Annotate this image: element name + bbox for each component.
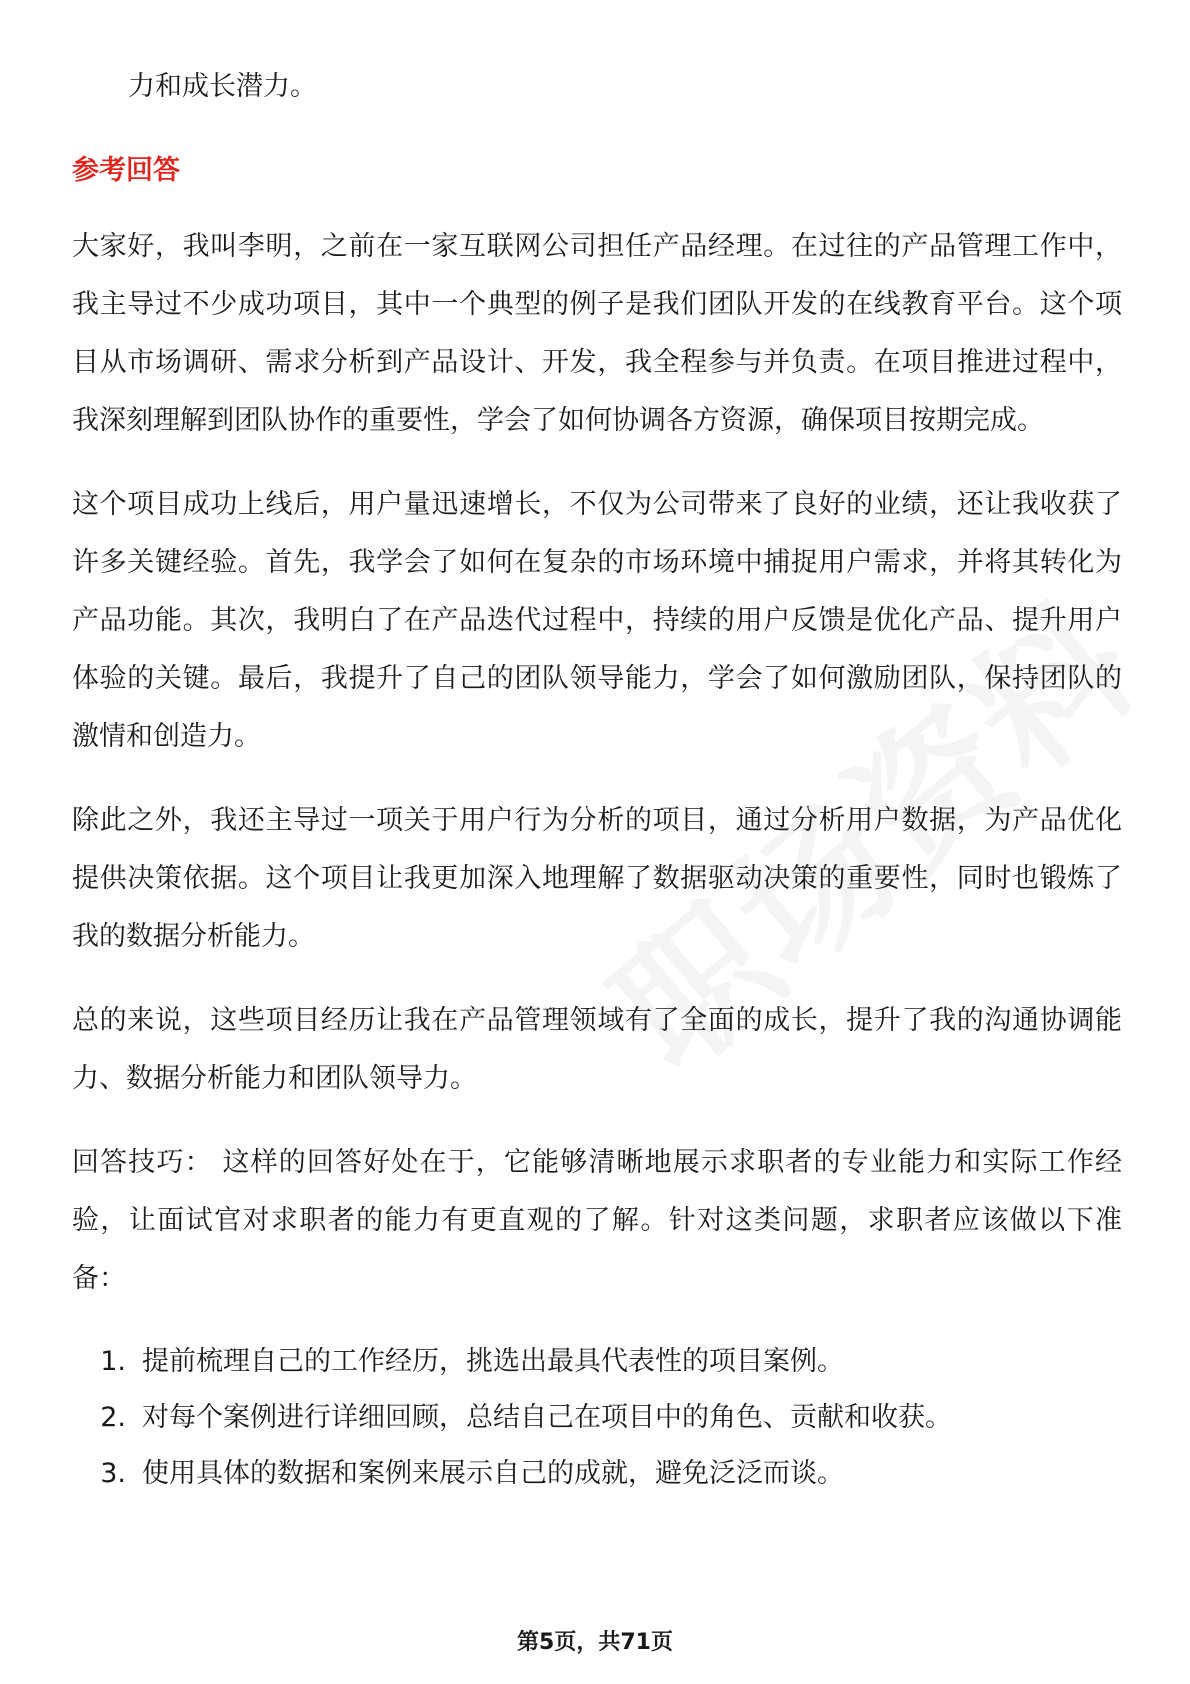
list-number: 3. [100,1458,126,1489]
list-item [72,1390,1122,1446]
list-number: 1. [100,1346,126,1377]
paragraph-tips: 回答技巧： 这样的回答好处在于，它能够清晰地展示求职者的专业能力和实际工作经验，让面试官对求职者的能力有更直观的了解。针对这类问题，求职者应该做以下准备： [72,1147,1122,1294]
paragraph-intro: 大家好，我叫李明，之前在一家互联网公司担任产品经理。在过往的产品管理工作中，我主导过不少成功项目，其中一个典型的例子是我们团队开发的在线教育平台。这个项目从市场调研、需求分析到产品设计、开发，我全程参与并负责。在项目推进过程中，我深刻理解到团队协作的重要性，学会了如何协调各方资源，确保项目按期完成。 [72,231,1122,436]
list-item-text: 对每个案例进行详细回顾，总结自己在项目中的角色、贡献和收获。 [142,1402,952,1433]
paragraph-summary: 总的来说，这些项目经历让我在产品管理领域有了全面的成长，提升了我的沟通协调能力、数据分析能力和团队领导力。 [72,1005,1122,1094]
preparation-list [72,1334,1122,1502]
paragraph-analysis-project: 除此之外，我还主导过一项关于用户行为分析的项目，通过分析用户数据，为产品优化提供决策依据。这个项目让我更加深入地理解了数据驱动决策的重要性，同时也锻炼了我的数据分析能力。 [72,805,1122,952]
page-footer: 第5页，共71页 [517,1630,673,1655]
list-item [72,1334,1122,1390]
document-body [72,58,1122,1502]
section-heading: 参考回答 [72,155,180,186]
list-item-text: 使用具体的数据和案例来展示自己的成就，避免泛泛而谈。 [142,1458,844,1489]
continuation-text: 力和成长潜力。 [128,71,317,102]
list-item-text: 提前梳理自己的工作经历，挑选出最具代表性的项目案例。 [142,1346,844,1377]
paragraph-experience: 这个项目成功上线后，用户量迅速增长，不仅为公司带来了良好的业绩，还让我收获了许多关键经验。首先，我学会了如何在复杂的市场环境中捕捉用户需求，并将其转化为产品功能。其次，我明白了在产品迭代过程中，持续的用户反馈是优化产品、提升用户体验的关键。最后，我提升了自己的团队领导能力，学会了如何激励团队，保持团队的激情和创造力。 [72,489,1122,752]
list-number: 2. [100,1402,126,1433]
list-item [72,1446,1122,1502]
